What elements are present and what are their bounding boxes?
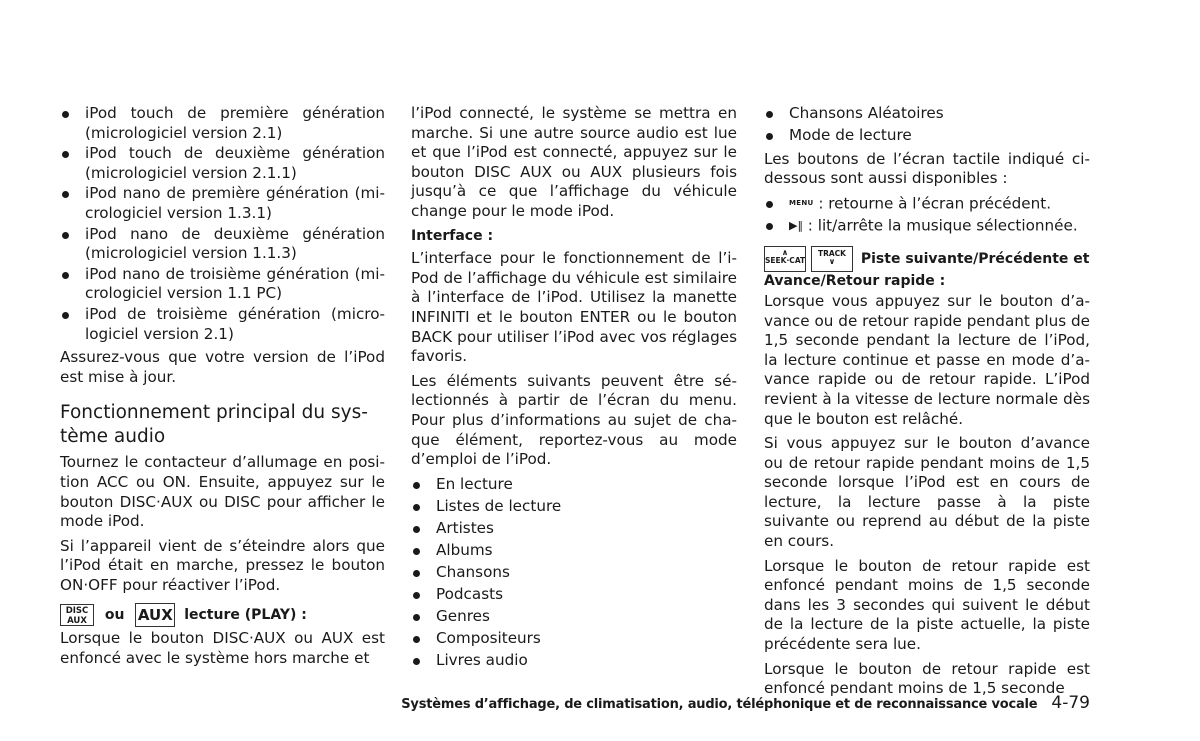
seek-cat-label: SEEK·CAT (765, 255, 806, 265)
menu-description: : retourne à l’écran précédent. (818, 194, 1052, 213)
disc-aux-button-icon (60, 604, 94, 626)
list-item: iPod touch de première génération (micrologiciel version 2.1) (60, 104, 385, 143)
track-label: TRACK (817, 248, 846, 258)
play-heading-label: lecture (PLAY) : (184, 607, 307, 624)
column-1 (60, 104, 385, 674)
touch-button-list (764, 194, 1090, 236)
list-item: Artistes (411, 519, 737, 539)
paragraph-reactivate: Si l’appareil vient de s’éteindre alors que l’iPod était en marche, pressez le bouton ON·OFF pour réactiver l’iPod. (60, 536, 385, 594)
list-item: iPod touch de deuxième génération (micrologiciel version 2.1.1) (60, 144, 385, 183)
list-item: Genres (411, 607, 737, 627)
list-item: En lecture (411, 475, 737, 495)
paragraph-skip: Si vous appuyez sur le bouton d’avance ou de retour rapide pendant moins de 1,5 seconde lorsque l’iPod est en cours de lecture, la lecture passe à la piste suivante ou reprend au début de la piste en cours. (764, 434, 1090, 551)
paragraph-elements: Les éléments suivants peuvent être sélectionnés à partir de l’écran du menu. Pour plus d’informations au sujet de chaque élément, reportez-vous au mode d’emploi de l’iPod. (411, 371, 737, 469)
section-heading: Fonctionnement principal du système audio (60, 402, 368, 448)
play-subheading (60, 603, 385, 627)
interface-heading: Interface : (411, 227, 494, 244)
list-item: iPod nano de deuxième génération (micrologiciel version 1.1.3) (60, 225, 385, 264)
list-item: iPod nano de première génération (micrologiciel version 1.3.1) (60, 184, 385, 223)
ipod-version-list (60, 104, 385, 344)
list-item-play (764, 216, 1090, 236)
list-item: Chansons Aléatoires (764, 104, 1090, 124)
list-item: Chansons (411, 563, 737, 583)
chevron-up-icon: ∧ (781, 247, 789, 257)
paragraph-turn-ignition: Tournez le contacteur d’allumage en position ACC ou ON. Ensuite, appuyez sur le bouton DISC·AUX ou DISC pour afficher le mode iPod. (60, 453, 385, 531)
list-item: Podcasts (411, 585, 737, 605)
or-label: ou (104, 607, 125, 624)
list-item: Compositeurs (411, 629, 737, 649)
track-button-icon (811, 246, 853, 272)
disc-label: DISC (65, 606, 89, 617)
list-item: Livres audio (411, 651, 737, 671)
play-pause-icon: ▶‖ (789, 219, 803, 233)
column-2 (411, 104, 737, 674)
track-subheading (764, 246, 1090, 290)
paragraph-update: Assurez-vous que votre version de l’iPod est mise à jour. (60, 348, 385, 386)
track-heading-label: Piste suivante/Précédente et Avance/Retour rapide : (764, 250, 1090, 289)
page-footer (400, 693, 1090, 713)
seek-cat-button-icon (764, 246, 806, 272)
column-3 (764, 104, 1090, 704)
paragraph-interface: L’interface pour le fonctionnement de l’iPod de l’affichage du véhicule est similaire à l’interface de l’iPod. Utilisez la manette INFINITI et le bouton ENTER ou le bouton BACK pour utiliser l’iPod avec vos réglages favoris. (411, 249, 737, 366)
page-number: 4-79 (1051, 693, 1090, 713)
paragraph-previous: Lorsque le bouton de retour rapide est enfoncé pendant moins de 1,5 seconde dans les 3 secondes qui suivent le début de la lecture de la piste actuelle, la piste précédente sera lue. (764, 556, 1090, 654)
chevron-down-icon: ∨ (828, 256, 836, 266)
paragraph-rewind: Lorsque le bouton de retour rapide est enfoncé pendant moins de 1,5 seconde (764, 659, 1090, 698)
list-item: Mode de lecture (764, 126, 1090, 146)
menu-item-list-continued (764, 104, 1090, 146)
paragraph-fast-forward: Lorsque vous appuyez sur le bouton d’avance ou de retour rapide pendant plus de 1,5 seconde pendant la lecture de l’iPod, la lecture continue et passe en mode d’avance rapide ou de retour rapide. L’iPod revient à la vitesse de lecture normale dès que le bouton est relâché. (764, 291, 1090, 428)
list-item: iPod nano de troisième génération (micrologiciel version 1.1 PC) (60, 265, 385, 304)
aux-small-label: AUX (67, 616, 87, 627)
aux-button-icon: AUX (135, 603, 175, 627)
menu-icon: MENU (789, 198, 814, 207)
list-item-menu (764, 194, 1090, 214)
play-description: : lit/arrête la musique sélectionnée. (807, 216, 1078, 235)
paragraph-touch-buttons: Les boutons de l’écran tactile indiqué ci-dessous sont aussi disponibles : (764, 149, 1090, 188)
paragraph-play: Lorsque le bouton DISC·AUX ou AUX est enfoncé avec le système hors marche et (60, 629, 385, 668)
list-item: Listes de lecture (411, 497, 737, 517)
footer-section-title: Systèmes d’affichage, de climatisation, audio, téléphonique et de reconnaissance vocale (401, 697, 1038, 712)
menu-item-list (411, 475, 737, 670)
list-item: Albums (411, 541, 737, 561)
list-item: iPod de troisième génération (micrologiciel version 2.1) (60, 305, 385, 344)
paragraph-connected: l’iPod connecté, le système se mettra en marche. Si une autre source audio est lue et que l’iPod est connecté, appuyez sur le bouton DISC AUX ou AUX plusieurs fois jusqu’à ce que l’affichage du véhicule change pour le mode iPod. (411, 104, 737, 220)
